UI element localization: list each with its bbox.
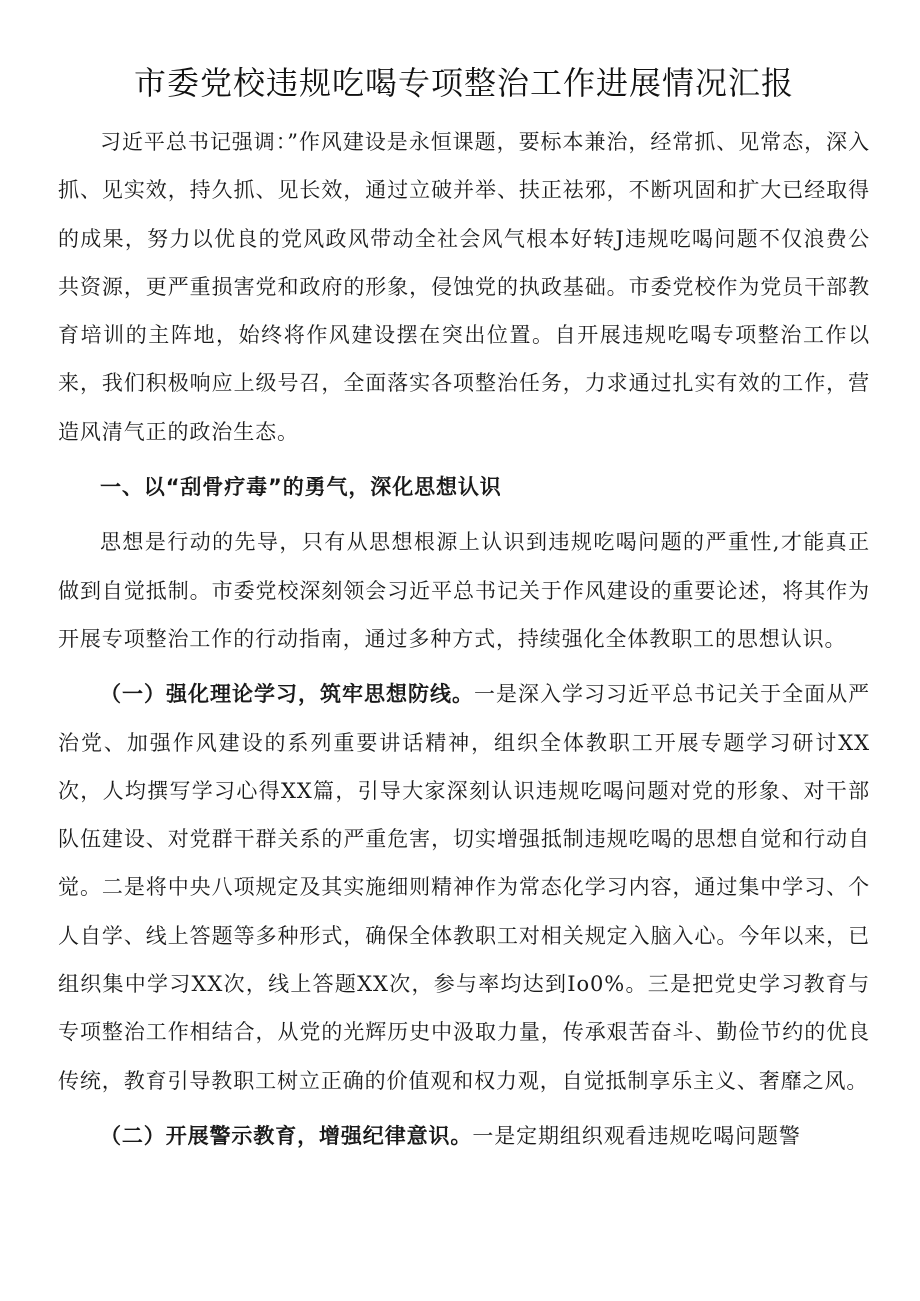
- document-title: 市委党校违规吃喝专项整治工作进展情况汇报: [133, 64, 794, 102]
- subsection-body-2: 一是定期组织观看违规吃喝问题警: [472, 1123, 801, 1148]
- section-paragraph: 思想是行动的先导，只有从思想根源上认识到违规吃喝问题的严重性,才能真正做到自觉抵制。市委党校深刻领会习近平总书记关于作风建设的重要论述，将其作为开展专项整治工作的行动指南，通过多种方式，持续强化全体教职工的思想认识。: [58, 530, 870, 651]
- subsection-heading-1: （一）强化理论学习，筑牢思想防线。: [100, 682, 475, 707]
- subsection-paragraph-2: [58, 1112, 870, 1160]
- subsection-paragraph-1: [58, 670, 870, 1105]
- intro-paragraph: 习近平总书记强调：”作风建设是永恒课题，要标本兼治，经常抓、见常态，深入抓、见实效，持久抓、见长效，通过立破并举、扶正祛邪，不断巩固和扩大已经取得的成果，努力以优良的党风政风带动全社会风气根本好转J违规吃喝问题不仅浪费公共资源，更严重损害党和政府的形象，侵蚀党的执政基础。市委党校作为党员干部教育培训的主阵地，始终将作风建设摆在突出位置。自开展违规吃喝专项整治工作以来，我们积极响应上级号召，全面落实各项整治任务，力求通过扎实有效的工作，营造风清气正的政治生态。: [58, 130, 870, 444]
- document-page: [58, 58, 870, 1167]
- section-heading: 一、以“刮骨疗毒”的勇气，深化思想认识: [100, 475, 502, 500]
- subsection-heading-2: （二）开展警示教育，增强纪律意识。: [100, 1123, 473, 1148]
- subsection-body-1: 一是深入学习习近平总书记关于全面从严治党、加强作风建设的系列重要讲话精神，组织全体教职工开展专题学习研讨XX次，人均撰写学习心得XX篇，引导大家深刻认识违规吃喝问题对党的形象、对干部队伍建设、对党群干群关系的严重危害，切实增强抵制违规吃喝的思想自觉和行动自觉。二是将中央八项规定及其实施细则精神作为常态化学习内容，通过集中学习、个人自学、线上答题等多种形式，确保全体教职工对相关规定入脑入心。今年以来，已组织集中学习XX次，线上答题XX次，参与率均达到Io0%。三是把党史学习教育与专项整治工作相结合，从党的光辉历史中汲取力量，传承艰苦奋斗、勤俭节约的优良传统，教育引导教职工树立正确的价值观和权力观，自觉抵制享乐主义、奢靡之风。: [58, 682, 870, 1093]
